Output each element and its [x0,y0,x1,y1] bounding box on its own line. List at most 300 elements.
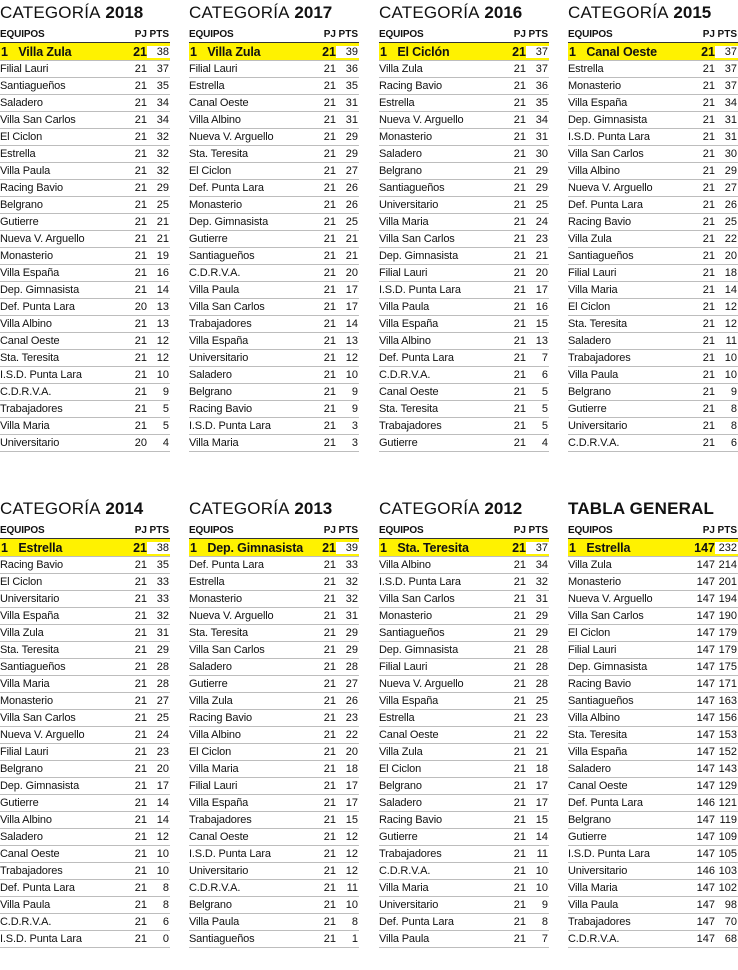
pj-cell: 21 [702,216,715,228]
pts-cell: 10 [156,865,169,877]
pts-cell: 37 [156,63,169,75]
table-row [0,61,170,78]
team-cell: Villa Maria [379,882,429,894]
leader-pts: 38 [147,542,170,554]
leader-team-cell [379,45,496,59]
pts-cell: 21 [535,746,548,758]
pts-cell: 22 [724,233,737,245]
table-title-label: CATEGORÍA [379,499,480,518]
leader-pts: 39 [336,46,359,58]
pj-cell: 147 [696,695,715,707]
team-cell: Universitario [379,899,439,911]
pts-cell: 33 [156,576,169,588]
leader-team-name: Estrella [586,540,631,555]
table-row [379,112,549,129]
pts-cell: 32 [156,610,169,622]
column-header-row [379,522,549,539]
team-cell: Villa Paula [189,916,240,928]
pts-cell: 26 [345,182,358,194]
table-row [568,248,738,265]
pts-cell: 36 [535,80,548,92]
table-row [0,367,170,384]
table-title [189,0,359,26]
leader-rank: 1 [569,540,576,555]
team-cell: Monasterio [568,80,621,92]
pts-cell: 5 [541,386,548,398]
team-cell: Dep. Gimnasista [379,250,459,262]
table-row [189,846,359,863]
pts-cell: 22 [345,729,358,741]
team-cell: Saladero [379,148,422,160]
pj-cell: 21 [134,284,147,296]
pts-cell: 20 [345,746,358,758]
pj-cell: 21 [513,814,526,826]
table-row [189,231,359,248]
pj-cell: 21 [134,114,147,126]
pts-cell: 15 [345,814,358,826]
team-cell: Def. Punta Lara [0,882,75,894]
team-cell: El Ciclon [189,746,232,758]
pj-cell: 21 [513,335,526,347]
table-row [568,197,738,214]
team-cell: Filial Lauri [379,661,428,673]
pj-cell: 21 [134,233,147,245]
pts-cell: 23 [535,233,548,245]
column-header-pj: PJ [323,28,336,40]
pts-cell: 31 [345,114,358,126]
table-row [568,829,738,846]
team-cell: Villa Albino [568,165,620,177]
standings-table [0,496,170,948]
table-row [568,608,738,625]
pts-cell: 13 [156,318,169,330]
team-cell: Villa Albino [189,114,241,126]
leader-row [0,43,170,61]
table-row [189,316,359,333]
pj-cell: 21 [702,250,715,262]
pts-cell: 24 [156,729,169,741]
table-row [568,778,738,795]
table-row [379,727,549,744]
table-row [379,914,549,931]
pj-cell: 21 [323,386,336,398]
pj-cell: 21 [134,882,147,894]
pj-cell: 21 [134,746,147,758]
pj-cell: 21 [134,712,147,724]
table-row [568,231,738,248]
team-cell: Gutierre [0,216,39,228]
pts-cell: 27 [156,695,169,707]
pj-cell: 21 [323,593,336,605]
pj-cell: 147 [696,916,715,928]
pts-cell: 179 [718,644,737,656]
table-row [568,146,738,163]
pts-cell: 14 [345,318,358,330]
column-header-team: EQUIPOS [379,524,424,536]
pj-cell: 21 [134,216,147,228]
leader-rank: 1 [190,44,197,59]
pts-cell: 8 [730,420,737,432]
table-row [189,591,359,608]
pj-cell: 21 [702,233,715,245]
team-cell: Nueva V. Arguello [189,610,274,622]
team-cell: I.S.D. Punta Lara [379,284,461,296]
leader-pj: 21 [512,44,526,59]
leader-pj: 21 [512,540,526,555]
column-header-pj: PJ [702,28,715,40]
table-row [0,350,170,367]
team-cell: El Ciclon [568,301,611,313]
table-row [379,642,549,659]
pts-cell: 20 [345,267,358,279]
table-row [0,299,170,316]
pts-cell: 19 [156,250,169,262]
pj-cell: 21 [513,746,526,758]
team-cell: Sta. Teresita [189,148,248,160]
table-row [189,129,359,146]
table-row [568,795,738,812]
table-row [379,367,549,384]
team-cell: Def. Punta Lara [0,301,75,313]
pj-cell: 21 [323,182,336,194]
team-cell: Villa Zula [0,627,44,639]
pj-cell: 21 [134,80,147,92]
leader-team-cell [568,541,685,555]
pj-cell: 21 [323,644,336,656]
pts-cell: 70 [724,916,737,928]
pts-cell: 3 [351,420,358,432]
team-cell: Estrella [379,97,415,109]
pts-cell: 18 [724,267,737,279]
pts-cell: 9 [541,899,548,911]
table-row [568,61,738,78]
team-cell: Filial Lauri [379,267,428,279]
leader-row [189,539,359,557]
pj-cell: 20 [134,301,147,313]
pj-cell: 21 [513,712,526,724]
pts-cell: 15 [535,318,548,330]
pj-cell: 21 [323,746,336,758]
pj-cell: 21 [702,386,715,398]
table-row [189,384,359,401]
table-row [379,180,549,197]
table-row [568,625,738,642]
pts-cell: 31 [535,593,548,605]
team-cell: Nueva V. Arguello [0,233,85,245]
table-row [568,299,738,316]
table-row [0,282,170,299]
pj-cell: 21 [513,97,526,109]
pj-cell: 21 [513,593,526,605]
pts-cell: 28 [156,661,169,673]
table-row [379,812,549,829]
table-row [379,214,549,231]
team-cell: Gutierre [568,831,607,843]
pj-cell: 21 [513,63,526,75]
pts-cell: 152 [718,746,737,758]
pts-cell: 34 [156,97,169,109]
pj-cell: 21 [513,780,526,792]
team-cell: Villa España [0,267,60,279]
pj-cell: 21 [134,610,147,622]
team-cell: Villa San Carlos [379,233,455,245]
table-row [568,863,738,880]
pts-cell: 29 [535,610,548,622]
team-cell: Villa Paula [0,165,51,177]
pj-cell: 21 [513,644,526,656]
table-title-year: 2016 [484,3,523,22]
pts-cell: 23 [156,746,169,758]
table-row [379,78,549,95]
team-cell: Villa San Carlos [0,712,76,724]
table-row [568,761,738,778]
team-cell: I.S.D. Punta Lara [0,369,82,381]
team-cell: Monasterio [0,695,53,707]
table-row [189,197,359,214]
table-row [568,282,738,299]
pj-cell: 21 [323,369,336,381]
pj-cell: 21 [323,403,336,415]
table-row [568,214,738,231]
column-header-pts: PTS [338,524,358,536]
pts-cell: 12 [156,831,169,843]
team-cell: Trabajadores [568,352,631,364]
pj-cell: 21 [323,848,336,860]
pj-cell: 21 [323,131,336,143]
pts-cell: 10 [345,899,358,911]
column-header-team: EQUIPOS [189,524,234,536]
team-cell: Sta. Teresita [189,627,248,639]
pts-cell: 11 [346,882,358,894]
pj-cell: 21 [513,301,526,313]
table-row [568,710,738,727]
pts-cell: 28 [156,678,169,690]
team-cell: Filial Lauri [189,780,238,792]
pj-cell: 21 [134,369,147,381]
table-row [0,812,170,829]
team-cell: Filial Lauri [568,644,617,656]
table-row [189,265,359,282]
pts-cell: 4 [541,437,548,449]
table-row [189,61,359,78]
pts-cell: 17 [156,780,169,792]
pj-cell: 21 [323,165,336,177]
pj-cell: 21 [323,627,336,639]
team-cell: Trabajadores [189,814,252,826]
table-row [379,710,549,727]
pts-cell: 9 [351,403,358,415]
pts-cell: 35 [156,559,169,571]
team-cell: Estrella [189,80,225,92]
table-row [189,863,359,880]
table-row [0,914,170,931]
leader-pts: 39 [336,542,359,554]
pj-cell: 21 [323,933,336,945]
team-cell: Universitario [379,199,439,211]
table-row [568,812,738,829]
table-row [379,197,549,214]
team-cell: I.S.D. Punta Lara [568,131,650,143]
team-cell: C.D.R.V.A. [0,386,52,398]
pts-cell: 20 [535,267,548,279]
column-header-team: EQUIPOS [379,28,424,40]
pts-cell: 29 [724,165,737,177]
pj-cell: 21 [134,420,147,432]
team-cell: Gutierre [568,403,607,415]
pj-cell: 21 [513,386,526,398]
team-cell: Dep. Gimnasista [0,780,80,792]
team-cell: I.S.D. Punta Lara [379,576,461,588]
pts-cell: 12 [345,831,358,843]
pts-cell: 102 [718,882,737,894]
pts-cell: 9 [730,386,737,398]
pts-cell: 156 [718,712,737,724]
pts-cell: 32 [535,576,548,588]
pj-cell: 147 [696,661,715,673]
leader-row [568,43,738,61]
team-cell: Sta. Teresita [568,729,627,741]
pj-cell: 21 [323,729,336,741]
table-row [189,180,359,197]
team-cell: Villa Albino [189,729,241,741]
team-cell: Villa San Carlos [189,644,265,656]
pj-cell: 21 [513,182,526,194]
table-row [379,163,549,180]
pts-cell: 5 [162,403,169,415]
team-cell: Sta. Teresita [379,403,438,415]
leader-rank: 1 [1,540,8,555]
leader-row [189,43,359,61]
pts-cell: 29 [345,148,358,160]
pj-cell: 21 [323,318,336,330]
team-cell: El Ciclon [0,576,43,588]
pj-cell: 21 [134,576,147,588]
leader-team-name: Villa Zula [18,44,72,59]
pts-cell: 8 [162,899,169,911]
table-row [189,676,359,693]
team-cell: Gutierre [189,678,228,690]
team-cell: Villa San Carlos [189,301,265,313]
table-row [379,401,549,418]
pj-cell: 147 [696,559,715,571]
pj-cell: 21 [323,267,336,279]
pj-cell: 21 [513,916,526,928]
column-header-pts: PTS [149,524,169,536]
pts-cell: 0 [162,933,169,945]
team-cell: C.D.R.V.A. [379,865,431,877]
pj-cell: 21 [513,661,526,673]
pts-cell: 26 [724,199,737,211]
pj-cell: 21 [702,403,715,415]
table-row [189,112,359,129]
team-cell: Santiagueños [0,661,66,673]
pj-cell: 21 [323,763,336,775]
pts-cell: 5 [541,403,548,415]
table-title-label: CATEGORÍA [189,499,290,518]
pts-cell: 27 [345,678,358,690]
table-title-label: CATEGORÍA [189,3,290,22]
pj-cell: 21 [702,267,715,279]
standings-table [189,0,359,452]
pj-cell: 21 [513,267,526,279]
pj-cell: 21 [513,233,526,245]
pts-cell: 8 [730,403,737,415]
team-cell: C.D.R.V.A. [189,882,241,894]
pj-cell: 21 [323,216,336,228]
pj-cell: 21 [134,63,147,75]
table-row [568,384,738,401]
column-header-row [379,26,549,43]
pj-cell: 21 [323,284,336,296]
pts-cell: 14 [156,814,169,826]
pts-cell: 29 [345,627,358,639]
pj-cell: 21 [323,335,336,347]
team-cell: Nueva V. Arguello [568,182,653,194]
pts-cell: 103 [718,865,737,877]
pj-cell: 21 [513,284,526,296]
table-row [0,693,170,710]
leader-pts: 37 [526,46,549,58]
leader-team-cell [0,45,117,59]
pts-cell: 35 [345,80,358,92]
table-row [0,591,170,608]
pts-cell: 23 [535,712,548,724]
pts-cell: 20 [156,763,169,775]
table-title-label: CATEGORÍA [0,3,101,22]
pj-cell: 147 [696,746,715,758]
team-cell: Dep. Gimnasista [189,216,269,228]
team-cell: Villa España [379,318,439,330]
table-row [568,727,738,744]
team-cell: Villa Zula [568,233,612,245]
table-title-label: TABLA GENERAL [568,499,715,518]
team-cell: El Ciclon [568,627,611,639]
table-row [568,676,738,693]
pts-cell: 32 [156,131,169,143]
column-header-row [568,26,738,43]
team-cell: Villa Paula [568,369,619,381]
table-row [189,557,359,574]
team-cell: I.S.D. Punta Lara [568,848,650,860]
pj-cell: 21 [513,831,526,843]
team-cell: Estrella [189,576,225,588]
table-row [0,795,170,812]
team-cell: I.S.D. Punta Lara [189,420,271,432]
pts-cell: 10 [535,882,548,894]
table-title [189,496,359,522]
pts-cell: 12 [345,865,358,877]
pj-cell: 21 [702,97,715,109]
pts-cell: 10 [724,369,737,381]
table-row [0,384,170,401]
leader-pj: 21 [322,44,336,59]
team-cell: Dep. Gimnasista [0,284,80,296]
pts-cell: 27 [724,182,737,194]
table-row [568,846,738,863]
pts-cell: 31 [345,610,358,622]
pj-cell: 21 [323,865,336,877]
pts-cell: 23 [345,712,358,724]
column-header-pj: PJ [323,524,336,536]
table-title [379,496,549,522]
pj-cell: 21 [134,763,147,775]
team-cell: Canal Oeste [568,780,628,792]
pts-cell: 32 [345,576,358,588]
team-cell: Racing Bavio [189,403,253,415]
pj-cell: 21 [323,199,336,211]
pts-cell: 109 [718,831,737,843]
column-header-pts: PTS [717,524,737,536]
